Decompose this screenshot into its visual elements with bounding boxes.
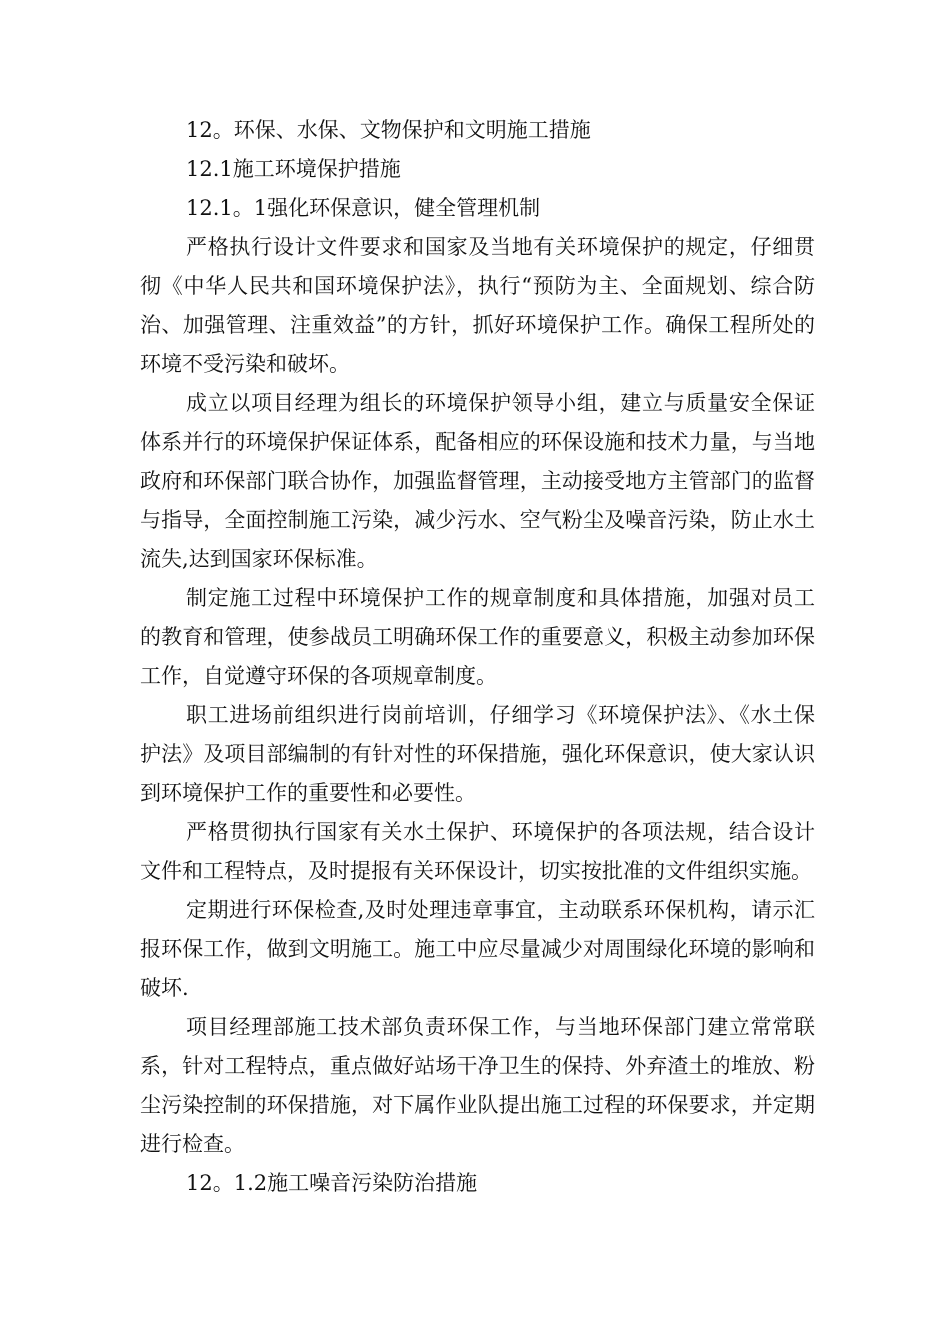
paragraph-rules-education: 制定施工过程中环境保护工作的规章制度和具体措施，加强对员工的教育和管理，使参战员工明确环保工作的重要意义，积极主动参加环保工作，自觉遵守环保的各项规章制度。 — [140, 586, 815, 688]
subsubsection-heading: 12.1。1强化环保意识，健全管理机制 — [186, 196, 541, 220]
section-heading: 12。环保、水保、文物保护和文明施工措施 — [186, 118, 591, 142]
document-page — [140, 111, 815, 1203]
paragraph-regulations: 严格贯彻执行国家有关水土保护、环境保护的各项法规，结合设计文件和工程特点，及时提报有关环保设计，切实按批准的文件组织实施。 — [140, 820, 815, 883]
paragraph-leadership-group: 成立以项目经理为组长的环境保护领导小组，建立与质量安全保证体系并行的环境保护保证体系，配备相应的环保设施和技术力量，与当地政府和环保部门联合协作，加强监督管理，主动接受地方主管部门的监督与指导，全面控制施工污染，减少污水、空气粉尘及噪音污染，防止水土流失,达到国家环保标准。 — [140, 391, 815, 571]
subsection-heading: 12.1施工环境保护措施 — [186, 157, 401, 181]
paragraph-legal-compliance: 严格执行设计文件要求和国家及当地有关环境保护的规定，仔细贯彻《中华人民共和国环境保护法》，执行“预防为主、全面规划、综合防治、加强管理、注重效益”的方针，抓好环境保护工作。确保工程所处的环境不受污染和破坏。 — [140, 235, 815, 376]
paragraph-tech-department: 项目经理部施工技术部负责环保工作，与当地环保部门建立常常联系，针对工程特点，重点做好站场干净卫生的保持、外弃渣土的堆放、粉尘污染控制的环保措施，对下属作业队提出施工过程的环保要求，并定期进行检查。 — [140, 1015, 815, 1156]
paragraph-training: 职工进场前组织进行岗前培训，仔细学习《环境保护法》、《水土保护法》及项目部编制的有针对性的环保措施，强化环保意识，使大家认识到环境保护工作的重要性和必要性。 — [140, 703, 815, 805]
paragraph-inspection: 定期进行环保检查,及时处理违章事宜，主动联系环保机构，请示汇报环保工作，做到文明施工。施工中应尽量减少对周围绿化环境的影响和破坏. — [140, 898, 815, 1000]
next-subsubsection-heading: 12。1.2施工噪音污染防治措施 — [186, 1171, 478, 1195]
